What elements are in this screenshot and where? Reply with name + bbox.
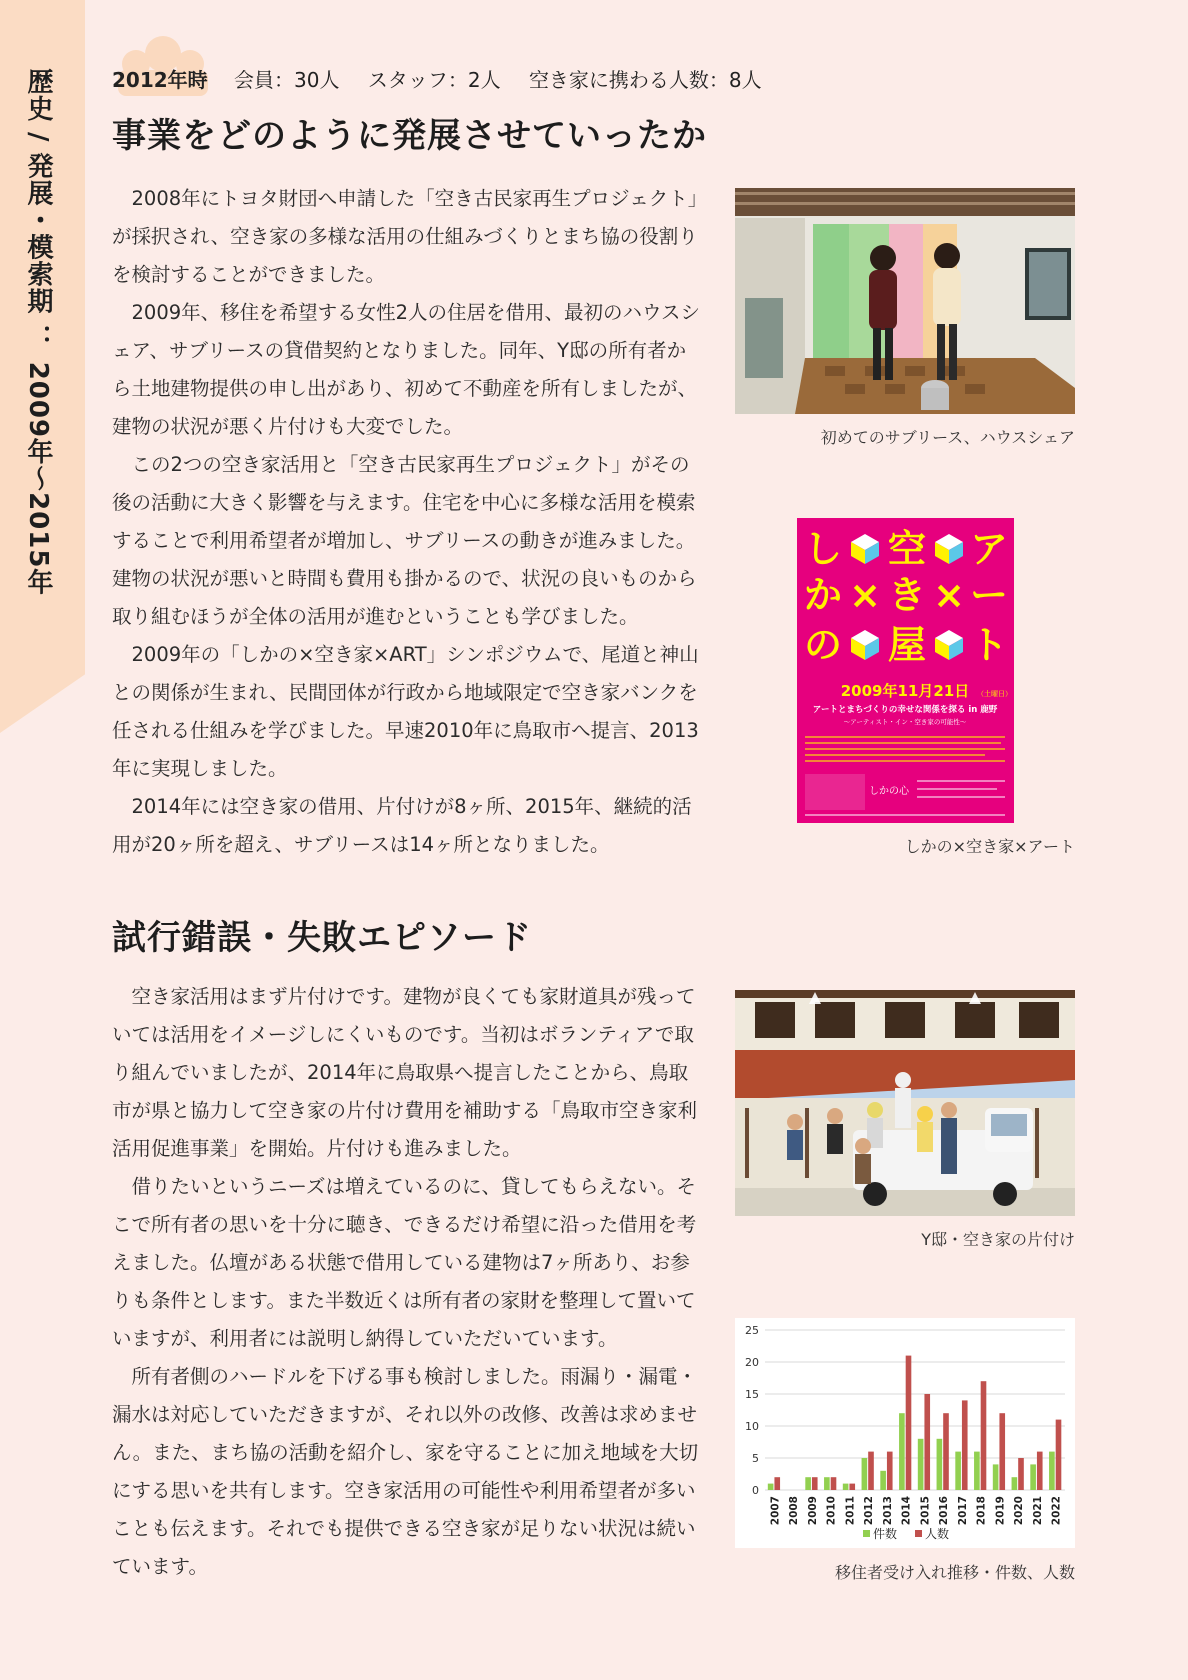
x-tick-label: 2021 — [1031, 1496, 1044, 1526]
stats-line — [112, 64, 784, 93]
poster-day: （土曜日） — [977, 690, 1012, 698]
legend-swatch — [863, 1530, 870, 1537]
section1-body — [112, 180, 700, 864]
bar — [962, 1400, 968, 1490]
bar-chart — [735, 1318, 1075, 1548]
paragraph: この2つの空き家活用と「空き古民家再生プロジェクト」がその後の活動に大きく影響を与えます。住宅を中心に多様な活用を模索することで利用希望者が増加し、サブリースの動きが進みました。建物の状況が悪いと時間も費用も掛かるので、状況の良いものから取り組むほうが全体の活用が進むということも学びました。 — [112, 453, 697, 628]
x-tick-label: 2018 — [975, 1496, 988, 1526]
bar — [849, 1484, 855, 1490]
bar — [906, 1356, 912, 1490]
x-tick-label: 2007 — [769, 1496, 782, 1526]
x-tick-label: 2019 — [994, 1496, 1007, 1526]
poster-char: × — [849, 573, 881, 617]
paragraph: 2009年の「しかの×空き家×ART」シンポジウムで、尾道と神山との関係が生まれ、民間団体が行政から地域限定で空き家バンクを任される仕組みを学びました。早速2010年に鳥取市へ提言、2013年に実現しました。 — [112, 643, 699, 780]
bar — [974, 1452, 980, 1490]
poster-subtitle: 〜アーティスト・イン・空き家の可能性〜 — [843, 718, 967, 726]
poster-date: 2009年11月21日 — [840, 682, 970, 700]
x-tick-label: 2022 — [1050, 1496, 1063, 1526]
x-tick-label: 2013 — [881, 1496, 894, 1526]
legend-label: 件数 — [873, 1527, 898, 1541]
legend-swatch — [915, 1530, 922, 1537]
bar — [880, 1471, 886, 1490]
bar — [812, 1477, 818, 1490]
poster-caption: しかの×空き家×アート — [904, 837, 1075, 856]
paragraph: 借りたいというニーズは増えているのに、貸してもらえない。そこで所有者の思いを十分に聴き、できるだけ希望に沿った借用を考えました。仏壇がある状態で借用している建物は7ヶ所あり、お参りも条件とします。また半数近くは所有者の家財を整理して置いていますが、利用者には説明し納得していただいています。 — [112, 1175, 697, 1350]
poster-title: アートとまちづくりの幸せな関係を探る in 鹿野 — [812, 705, 998, 715]
section2-body — [112, 978, 700, 1586]
bar — [862, 1458, 868, 1490]
stats-people: 空き家に携わる人数：8人 — [528, 68, 762, 92]
bar — [868, 1452, 874, 1490]
paragraph: 空き家活用はまず片付けです。建物が良くても家財道具が残っていては活用をイメージしにくいものです。当初はボランティアで取り組んでいましたが、2014年に鳥取県へ提言したことから、鳥取市が県と協力して空き家の片付け費用を補助する「鳥取市空き家利活用促進事業」を開始。片付けも進みました。 — [112, 985, 698, 1160]
x-tick-label: 2014 — [900, 1496, 913, 1526]
section-label: 歴史 / 発展・模索期 ： 2009年〜2015年 — [23, 68, 53, 596]
poster-char: ア — [969, 527, 1009, 571]
bar — [824, 1477, 830, 1490]
bar — [1030, 1464, 1036, 1490]
x-tick-label: 2020 — [1013, 1496, 1026, 1526]
poster-char: し — [803, 527, 843, 571]
poster-char: の — [803, 623, 843, 667]
house-share-photo — [735, 188, 1075, 414]
stats-members: 会員：30人 — [234, 68, 340, 92]
poster-char: か — [803, 573, 843, 617]
bar — [831, 1477, 837, 1490]
bar — [981, 1381, 987, 1490]
bar — [805, 1477, 811, 1490]
poster-char: × — [933, 573, 965, 617]
paragraph: 2008年にトヨタ財団へ申請した「空き古民家再生プロジェクト」が採択され、空き家の多様な活用の仕組みづくりとまち協の役割りを検討することができました。 — [112, 187, 698, 286]
symposium-poster — [797, 518, 1014, 823]
bar — [1018, 1458, 1024, 1490]
house-cleanup-photo — [735, 990, 1075, 1216]
paragraph: 2014年には空き家の借用、片付けが8ヶ所、2015年、継続的活用が20ヶ所を超え、サブリースは14ヶ所となりました。 — [112, 795, 692, 856]
poster-char: き — [887, 573, 927, 617]
bar — [843, 1484, 849, 1490]
bar — [937, 1439, 943, 1490]
bar — [774, 1477, 780, 1490]
y-tick-label: 15 — [745, 1388, 759, 1401]
poster-char: ト — [969, 623, 1009, 667]
bar — [768, 1484, 774, 1490]
photo-caption: 初めてのサブリース、ハウスシェア — [820, 428, 1075, 447]
poster-char: 屋 — [887, 623, 927, 667]
bar — [1049, 1452, 1055, 1490]
bar — [943, 1413, 949, 1490]
bar — [899, 1413, 905, 1490]
bar — [993, 1464, 999, 1490]
x-tick-label: 2015 — [919, 1496, 932, 1526]
bar — [887, 1452, 893, 1490]
stats-staff: スタッフ：2人 — [367, 68, 501, 92]
poster-venue: しかの心 — [869, 786, 909, 797]
stats-year: 2012年時 — [112, 68, 208, 92]
chart-caption: 移住者受け入れ推移・件数、人数 — [834, 1563, 1075, 1582]
bar — [1056, 1420, 1062, 1490]
legend-label: 人数 — [925, 1527, 950, 1541]
poster-char: ー — [969, 573, 1009, 617]
paragraph: 所有者側のハードルを下げる事も検討しました。雨漏り・漏電・漏水は対応していただきますが、それ以外の改修、改善は求めません。また、まち協の活動を紹介し、家を守ることに加え地域を大切にする思いを共有します。空き家活用の可能性や利用希望者が多いことも伝えます。それでも提供できる空き家が足りない状況は続いています。 — [112, 1365, 699, 1578]
migrant-chart — [735, 1318, 1075, 1548]
x-tick-label: 2011 — [844, 1496, 857, 1526]
y-tick-label: 0 — [752, 1484, 759, 1497]
x-tick-label: 2008 — [788, 1496, 801, 1526]
y-tick-label: 10 — [745, 1420, 759, 1433]
y-tick-label: 5 — [752, 1452, 759, 1465]
bar — [999, 1413, 1005, 1490]
x-tick-label: 2009 — [806, 1496, 819, 1526]
x-tick-label: 2017 — [956, 1496, 969, 1526]
bar — [924, 1394, 930, 1490]
section-heading: 試行錯誤・失敗エピソード — [112, 918, 532, 958]
poster-char: 空 — [887, 527, 927, 571]
paragraph: 2009年、移住を希望する女性2人の住居を借用、最初のハウスシェア、サブリースの貸借契約となりました。同年、Y邸の所有者から土地建物提供の申し出があり、初めて不動産を所有しましたが、建物の状況が悪く片付けも大変でした。 — [112, 301, 700, 438]
photo-caption: Y邸・空き家の片付け — [921, 1230, 1075, 1249]
bar — [1012, 1477, 1018, 1490]
x-tick-label: 2012 — [863, 1496, 876, 1526]
bar — [1037, 1452, 1043, 1490]
y-tick-label: 25 — [745, 1324, 759, 1337]
x-tick-label: 2016 — [938, 1496, 951, 1526]
x-tick-label: 2010 — [825, 1496, 838, 1526]
bar — [955, 1452, 961, 1490]
section-heading: 事業をどのように発展させていったか — [112, 116, 707, 156]
bar — [918, 1439, 924, 1490]
y-tick-label: 20 — [745, 1356, 759, 1369]
